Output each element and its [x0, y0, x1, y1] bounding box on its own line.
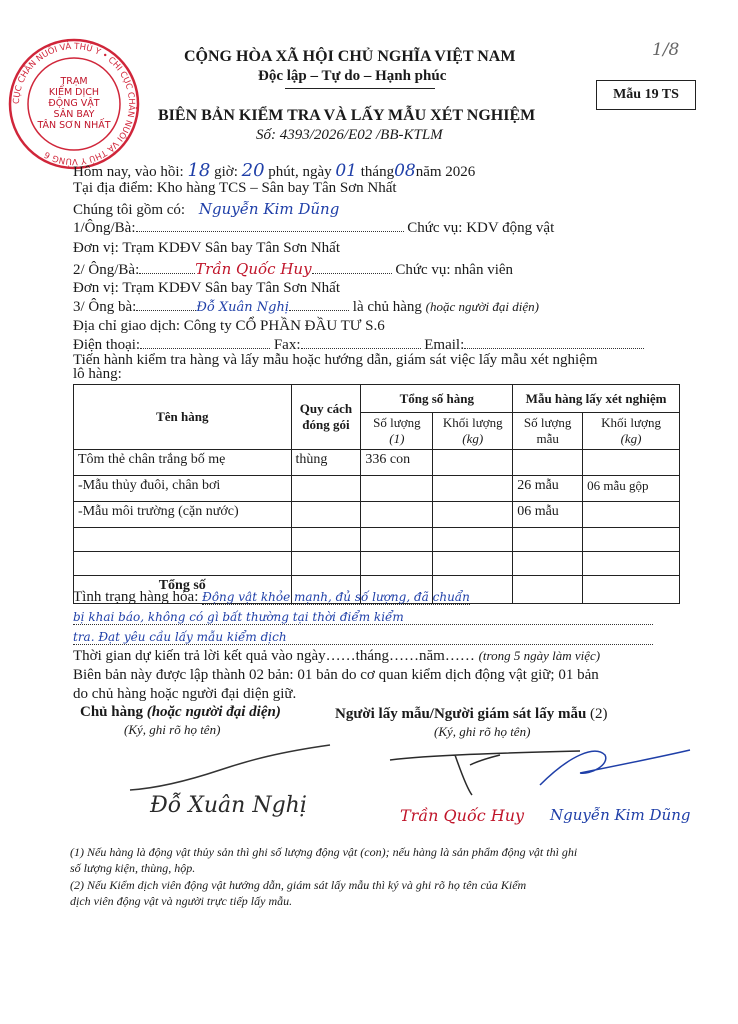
row-weight	[433, 450, 513, 476]
row-sample-weight	[583, 528, 680, 552]
minute-label: phút, ngày	[268, 164, 332, 180]
person2-line	[73, 260, 513, 279]
row-packing: thùng	[291, 450, 361, 476]
form-code-box	[596, 80, 696, 110]
stamp-ring-text: CỤC CHĂN NUÔI VÀ THÚ Y • CHI CỤC CHĂN NUÔI VÀ THÚ Y VÙNG 6	[11, 41, 137, 167]
document-title: BIÊN BẢN KIỂM TRA VÀ LẤY MẪU XÉT NGHIỆM	[158, 107, 536, 124]
row-weight	[433, 476, 513, 502]
row-name: -Mẫu môi trường (cặn nước)	[74, 502, 292, 528]
place-line: Tại địa điểm: Kho hàng TCS – Sân bay Tân Sơn Nhất	[73, 180, 397, 196]
table-row	[74, 552, 680, 576]
address-line: Địa chỉ giao dịch: Công ty CỔ PHẦN ĐẦU TƯ S.6	[73, 318, 385, 334]
hour-label: giờ:	[214, 164, 238, 180]
official-stamp	[4, 34, 144, 174]
header-sample-weight-note: (kg)	[620, 431, 642, 446]
stamp-line: KIỂM DỊCH	[48, 87, 100, 98]
row-qty	[361, 552, 433, 576]
time-prefix: Hôm nay, vào hồi:	[73, 164, 184, 180]
copies-line-2: do chủ hàng hoặc người đại diện giữ.	[73, 686, 297, 702]
phone-label: Điện thoại:	[73, 337, 141, 353]
stamp-line: TRẠM	[60, 76, 88, 87]
person1-line	[73, 220, 554, 237]
owner-signature-stroke	[120, 740, 340, 800]
row-qty	[361, 502, 433, 528]
person1-name: Nguyễn Kim Dũng	[198, 200, 340, 218]
table-row	[74, 528, 680, 552]
footnote-2b: dịch viên động vật và người trực tiếp lấy mẫu.	[70, 894, 293, 908]
unit2-line: Đơn vị: Trạm KDĐV Sân bay Tân Sơn Nhất	[73, 280, 340, 296]
person1-role: Chức vụ: KDV động vật	[407, 220, 555, 236]
header-weight-label: Khối lượng	[442, 415, 503, 430]
sampler-title-label: Người lấy mẫu/Người giám sát lấy mẫu	[335, 706, 587, 722]
stamp-line: SÂN BAY	[53, 109, 95, 120]
row-packing	[291, 528, 361, 552]
person2-prefix: 2/ Ông/Bà:	[73, 262, 140, 278]
result-note: (trong 5 ngày làm việc)	[478, 648, 601, 663]
time-line	[73, 160, 475, 181]
day-value: 01	[335, 161, 357, 181]
row-sample-qty: 26 mẫu	[513, 476, 583, 502]
row-name	[74, 552, 292, 576]
form-code: Mẫu 19 TS	[613, 87, 679, 102]
status-line-1	[73, 589, 470, 606]
stamp-line: TÂN SƠN NHẤT	[37, 120, 111, 131]
header-qty	[361, 413, 433, 450]
fax-label: Fax:	[273, 337, 301, 353]
sampler2-name: Nguyễn Kim Dũng	[550, 806, 691, 824]
row-weight	[433, 528, 513, 552]
proceed-line-2: lô hàng:	[73, 366, 122, 382]
owner-sub: (Ký, ghi rõ họ tên)	[124, 722, 221, 737]
header-weight-note: (kg)	[462, 431, 484, 446]
goods-table	[73, 384, 680, 604]
owner-name: Đỗ Xuân Nghị	[150, 793, 307, 818]
row-name: Tôm thẻ chân trắng bố mẹ	[74, 450, 292, 476]
person3-line	[73, 299, 539, 316]
sampler1-name: Trần Quốc Huy	[400, 806, 525, 825]
table-row	[74, 502, 680, 528]
row-weight	[433, 502, 513, 528]
status-text-3: tra. Đạt yêu cầu lấy mẫu kiểm dịch	[73, 630, 653, 645]
owner-title	[80, 704, 281, 721]
members-label: Chúng tôi gồm có:	[73, 202, 186, 218]
sampler-title-note: (2)	[590, 706, 608, 722]
header-qty-note: (1)	[389, 431, 405, 446]
total-label: Tổng số	[74, 576, 292, 604]
person2-role: Chức vụ: nhân viên	[395, 262, 514, 278]
header-name: Tên hàng	[74, 385, 292, 450]
members-line	[73, 200, 339, 219]
sampler-sub: (Ký, ghi rõ họ tên)	[434, 724, 531, 739]
header-weight	[433, 413, 513, 450]
page-mark: 1/8	[652, 40, 680, 60]
row-packing	[291, 502, 361, 528]
minute-value: 20	[241, 160, 265, 181]
status-label: Tình trạng hàng hóa:	[73, 589, 199, 605]
month-label: tháng	[360, 164, 395, 180]
email-label: Email:	[424, 337, 465, 353]
row-sample-qty	[513, 450, 583, 476]
hour-value: 18	[187, 160, 211, 181]
status-text-1: Động vật khỏe mạnh, đủ số lượng, đã chuẩn	[202, 590, 470, 604]
row-packing	[291, 552, 361, 576]
header-total: Tổng số hàng	[361, 385, 513, 413]
header-samples: Mẫu hàng lấy xét nghiệm	[513, 385, 680, 413]
row-sample-qty: 06 mẫu	[513, 502, 583, 528]
person1-prefix: 1/Ông/Bà:	[73, 220, 136, 236]
row-qty: 336 con	[361, 450, 433, 476]
result-text: Thời gian dự kiến trả lời kết quả vào ngày……tháng……năm……	[73, 648, 475, 664]
row-packing	[291, 476, 361, 502]
row-sample-weight	[583, 552, 680, 576]
row-name	[74, 528, 292, 552]
footnote-1a: (1) Nếu hàng là động vật thủy sản thì ghi số lượng động vật (con); nếu hàng là sản phẩm động vật thì ghi	[70, 845, 578, 859]
copies-line-1: Biên bản này được lập thành 02 bản: 01 bản do cơ quan kiểm dịch động vật giữ; 01 bản	[73, 667, 599, 683]
table-row	[74, 450, 680, 476]
owner-title-label: Chủ hàng	[80, 704, 143, 720]
motto-underline	[285, 88, 435, 89]
person2-name: Trần Quốc Huy	[195, 260, 312, 278]
month-value: 08	[394, 161, 416, 181]
sampler-title	[335, 706, 608, 723]
header-sample-qty: Số lượng mẫu	[513, 413, 583, 450]
year-label: năm 2026	[415, 164, 476, 180]
header-sample-weight-label: Khối lượng	[601, 415, 661, 430]
unit1-line: Đơn vị: Trạm KDĐV Sân bay Tân Sơn Nhất	[73, 240, 340, 256]
header-packing: Quy cách đóng gói	[291, 385, 361, 450]
stamp-line: ĐỘNG VẬT	[48, 98, 100, 109]
person3-role-note: (hoặc người đại diện)	[425, 299, 539, 314]
table-row	[74, 476, 680, 502]
status-text-2: bị khai báo, không có gì bất thường tại thời điểm kiểm	[73, 610, 653, 625]
row-sample-qty	[513, 528, 583, 552]
person3-prefix: 3/ Ông bà:	[73, 299, 137, 315]
footnote-2a: (2) Nếu Kiểm dịch viên động vật hướng dẫn, giám sát lấy mẫu thì ký và ghi rõ họ tên của Kiểm	[70, 878, 527, 892]
person3-name: Đỗ Xuân Nghị	[196, 300, 290, 315]
motto: Độc lập – Tự do – Hạnh phúc	[258, 68, 447, 84]
row-qty	[361, 528, 433, 552]
footnote-1b: số lượng kiện, thùng, hộp.	[70, 861, 196, 875]
row-name: -Mẫu thủy đuôi, chân bơi	[74, 476, 292, 502]
row-qty	[361, 476, 433, 502]
row-weight	[433, 552, 513, 576]
row-sample-weight	[583, 450, 680, 476]
row-sample-qty	[513, 552, 583, 576]
result-line	[73, 648, 600, 665]
country-header: CỘNG HÒA XÃ HỘI CHỦ NGHĨA VIỆT NAM	[184, 48, 516, 65]
row-sample-weight: 06 mẫu gộp	[583, 476, 680, 502]
proceed-line: Tiến hành kiểm tra hàng và lấy mẫu hoặc hướng dẫn, giám sát việc lấy mẫu xét nghiệm	[73, 352, 598, 368]
sampler-signature-stroke	[380, 735, 700, 805]
header-qty-label: Số lượng	[373, 415, 421, 430]
document-number: Số: 4393/2026/E02 /BB-KTLM	[256, 127, 443, 143]
owner-title-note: (hoặc người đại diện)	[146, 704, 281, 720]
header-sample-weight	[583, 413, 680, 450]
row-sample-weight	[583, 502, 680, 528]
person3-role: là chủ hàng	[352, 299, 422, 315]
